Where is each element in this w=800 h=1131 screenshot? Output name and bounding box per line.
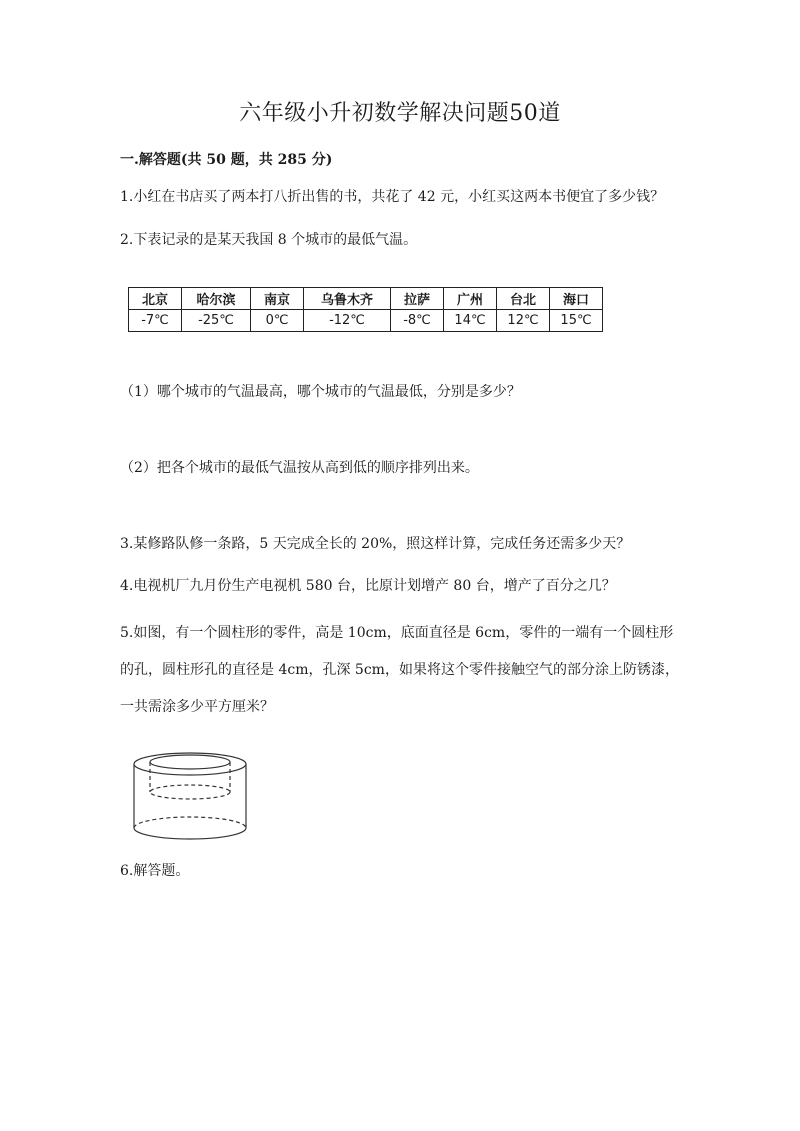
table-cell-temp: -8℃ bbox=[391, 310, 444, 332]
question-2: 2.下表记录的是某天我国 8 个城市的最低气温。 bbox=[120, 232, 418, 248]
cylinder-diagram bbox=[128, 748, 258, 848]
table-cell-temp: -12℃ bbox=[304, 310, 391, 332]
table-header-row bbox=[129, 288, 603, 310]
page-title: 六年级小升初数学解决问题50道 bbox=[239, 101, 561, 126]
table-cell-city: 乌鲁木齐 bbox=[304, 288, 391, 310]
table-cell-city: 北京 bbox=[129, 288, 182, 310]
table-cell-temp: 12℃ bbox=[497, 310, 550, 332]
table-cell-city: 南京 bbox=[251, 288, 304, 310]
table-cell-temp: 0℃ bbox=[251, 310, 304, 332]
table-cell-city: 海口 bbox=[550, 288, 603, 310]
table-cell-temp: -7℃ bbox=[129, 310, 182, 332]
table-row bbox=[129, 310, 603, 332]
question-2-part-1: （1）哪个城市的气温最高，哪个城市的气温最低，分别是多少？ bbox=[120, 384, 521, 400]
hole-top-ellipse bbox=[150, 755, 230, 769]
question-2-part-2: （2）把各个城市的最低气温按从高到低的顺序排列出来。 bbox=[120, 460, 479, 476]
table-cell-temp: 15℃ bbox=[550, 310, 603, 332]
table-cell-city: 广州 bbox=[444, 288, 497, 310]
table-cell-city: 哈尔滨 bbox=[182, 288, 251, 310]
question-6: 6.解答题。 bbox=[120, 863, 190, 879]
hole-bottom-ellipse bbox=[150, 785, 230, 799]
table-cell-city: 拉萨 bbox=[391, 288, 444, 310]
question-5: 5.如图，有一个圆柱形的零件，高是 10cm，底面直径是 6cm，零件的一端有一个圆柱形的孔，圆柱形孔的直径是 4cm，孔深 5cm，如果将这个零件接触空气的部分涂上防锈漆，一共需涂多少平方厘米？ bbox=[120, 625, 679, 715]
question-1: 1.小红在书店买了两本打八折出售的书，共花了 42 元，小红买这两本书便宜了多少钱？ bbox=[120, 189, 665, 205]
table-cell-temp: -25℃ bbox=[182, 310, 251, 332]
question-4: 4.电视机厂九月份生产电视机 580 台，比原计划增产 80 台，增产了百分之几？ bbox=[120, 578, 616, 594]
temperature-table bbox=[128, 287, 603, 332]
table-cell-city: 台北 bbox=[497, 288, 550, 310]
outer-bottom-front bbox=[134, 828, 246, 839]
outer-bottom-back bbox=[134, 817, 246, 828]
table-cell-temp: 14℃ bbox=[444, 310, 497, 332]
question-3: 3.某修路队修一条路，5 天完成全长的 20%，照这样计算，完成任务还需多少天？ bbox=[120, 536, 631, 552]
section-heading: 一.解答题(共 50 题，共 285 分) bbox=[120, 152, 333, 168]
